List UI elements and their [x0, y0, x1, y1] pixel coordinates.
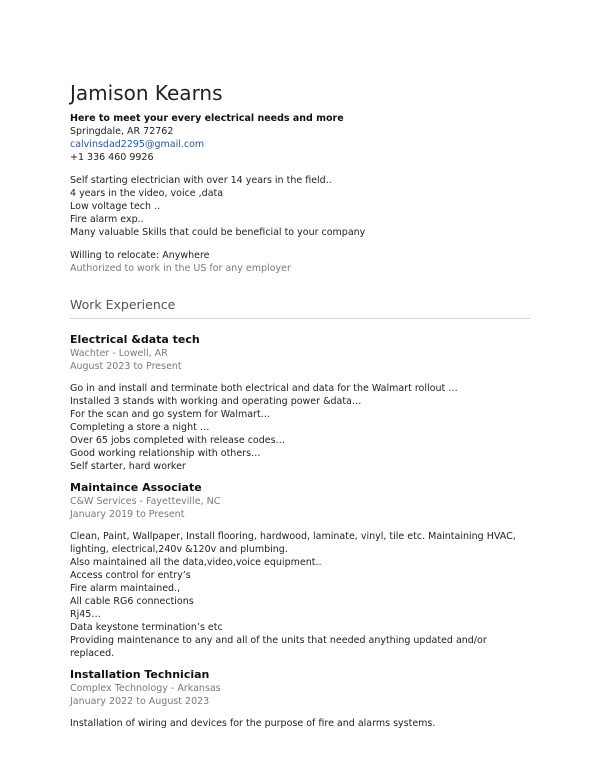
job-company: C&W Services [70, 496, 137, 507]
summary-line: Self starting electrician with over 14 years in the field.. [70, 175, 332, 186]
job-company: Wachter [70, 348, 110, 359]
job-description-line: For the scan and go system for Walmart… [70, 409, 271, 420]
job-location: Fayetteville, NC [145, 496, 221, 507]
job-location: Lowell, AR [118, 348, 168, 359]
job-company: Complex Technology [70, 683, 168, 694]
job-description-line: Fire alarm maintained., [70, 583, 181, 594]
job-entry [70, 481, 530, 660]
job-dates: January 2022 to August 2023 [70, 696, 210, 707]
summary-line: 4 years in the video, voice ,data [70, 188, 224, 199]
job-description [70, 717, 530, 730]
summary [70, 174, 530, 239]
job-description [70, 530, 530, 660]
work-authorization: Authorized to work in the US for any employer [70, 263, 291, 274]
summary-line: Fire alarm exp.. [70, 214, 144, 225]
job-entry [70, 668, 530, 730]
job-title: Maintaince Associate [70, 481, 202, 494]
job-company-location: Complex Technology - Arkansas [70, 683, 221, 694]
location: Springdale, AR 72762 [70, 126, 174, 137]
phone-number: +1 336 460 9926 [70, 152, 154, 163]
summary-line: Many valuable Skills that could be beneficial to your company [70, 227, 366, 238]
job-description [70, 382, 530, 473]
job-description-line: Providing maintenance to any and all of the units that needed anything updated and/or replaced. [70, 635, 487, 659]
headline: Here to meet your every electrical needs and more [70, 113, 344, 124]
job-title: Electrical &data tech [70, 333, 200, 346]
job-description-line: Installed 3 stands with working and operating power &data… [70, 396, 362, 407]
job-description-line: Self starter, hard worker [70, 461, 186, 472]
job-description-line: Clean, Paint, Wallpaper, Install flooring, hardwood, laminate, vinyl, tile etc. Maintaining HVAC, lighting, electrical,240v &120v and plumbing. [70, 531, 516, 555]
summary-line: Low voltage tech .. [70, 201, 161, 212]
job-dates: January 2019 to Present [70, 509, 185, 520]
job-description-line: Rj45… [70, 609, 101, 620]
job-description-line: Access control for entry’s [70, 570, 191, 581]
resume-page [70, 82, 530, 730]
job-description-line: Good working relationship with others… [70, 448, 261, 459]
candidate-name: Jamison Kearns [70, 81, 223, 105]
relocate-text: Willing to relocate: Anywhere [70, 250, 210, 261]
job-company-location: Wachter - Lowell, AR [70, 348, 168, 359]
work-experience-heading: Work Experience [70, 297, 530, 319]
job-location: Arkansas [177, 683, 221, 694]
job-dates: August 2023 to Present [70, 361, 182, 372]
job-description-line: Over 65 jobs completed with release codes… [70, 435, 286, 446]
job-description-line: Completing a store a night … [70, 422, 210, 433]
relocation-info [70, 249, 530, 275]
job-description-line: All cable RG6 connections [70, 596, 194, 607]
job-entry [70, 333, 530, 473]
job-description-line: Data keystone termination’s etc [70, 622, 223, 633]
job-company-location: C&W Services - Fayetteville, NC [70, 496, 221, 507]
job-description-line: Also maintained all the data,video,voice equipment.. [70, 557, 322, 568]
job-title: Installation Technician [70, 668, 210, 681]
job-description-line: Go in and install and terminate both electrical and data for the Walmart rollout … [70, 383, 458, 394]
email-link[interactable]: calvinsdad2295@gmail.com [70, 139, 205, 150]
job-description-line: Installation of wiring and devices for the purpose of fire and alarms systems. [70, 718, 436, 729]
